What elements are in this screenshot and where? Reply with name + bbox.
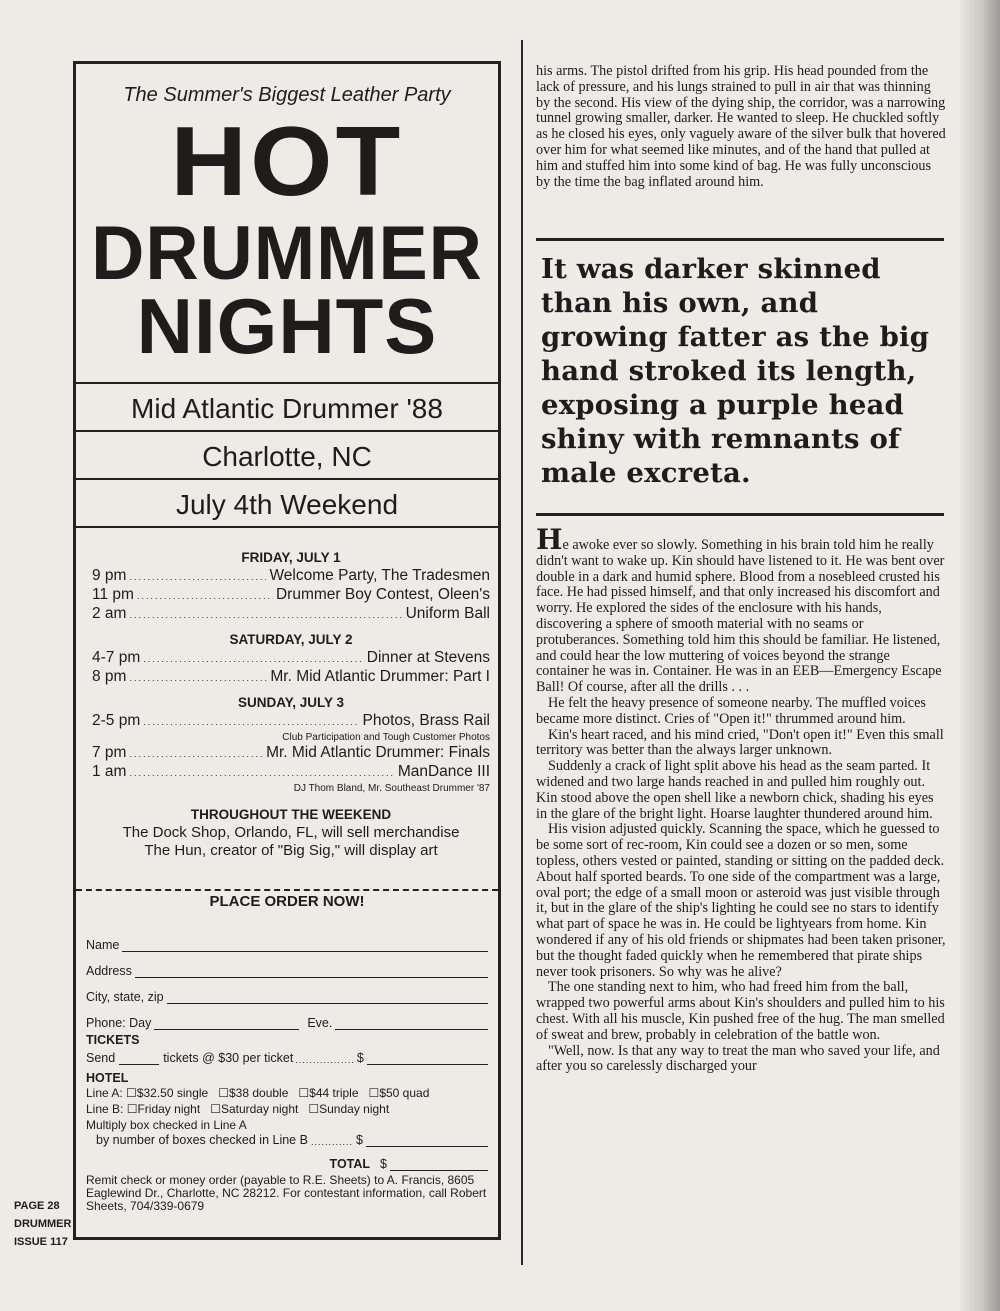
- pull-quote-rule-bottom: [536, 513, 944, 516]
- event-advertisement: [73, 61, 501, 1240]
- schedule-note: Club Participation and Tough Customer Photos: [282, 732, 490, 743]
- schedule-note: DJ Thom Bland, Mr. Southeast Drummer '87: [293, 783, 490, 794]
- paragraph: His vision adjusted quickly. Scanning the space, which he guessed to be some sort of rec-room, Kin could see a dozen or so men, some topless, others vested or painted, standing or sitting on the padded deck. About half sported beards. To one side of the compartment was a large, oval port; the edge of a small moon or asteroid was just visible through it, but in the glare of the ship's lighting he could see no stars to identify what part of space he was in. He could be lightyears from home. Kin wondered if any of his old friends or shipmates had been taken prisoner, but the thought faded quickly when he remembered that pirate ships never took prisoners. So why was he alive?: [536, 821, 946, 980]
- throughout-heading: THROUGHOUT THE WEEKEND: [190, 807, 392, 822]
- hotel-heading: HOTEL: [86, 1071, 129, 1085]
- checkbox[interactable]: ☐: [218, 1086, 229, 1100]
- schedule-row: 1 am ..... ManDance III: [92, 763, 490, 782]
- ad-event-dates: July 4th Weekend: [76, 478, 498, 528]
- order-form: [86, 926, 488, 1171]
- schedule-row: 9 pm ..... Welcome Party, The Tradesmen: [92, 567, 490, 586]
- pull-quote: It was darker skinned than his own, and growing fatter as the big hand stroked its length, exposing a purple head shiny with remnants of male excreta.: [541, 253, 930, 489]
- checkbox[interactable]: ☐: [308, 1102, 320, 1116]
- schedule-row: 2-5 pm ..... Photos, Brass Rail: [92, 712, 490, 731]
- schedule-row: 2 am ..... Uniform Ball: [92, 605, 490, 624]
- drop-cap: H: [536, 523, 563, 556]
- day-heading: SATURDAY, JULY 2: [229, 632, 353, 647]
- schedule-row: 8 pm ..... Mr. Mid Atlantic Drummer: Part I: [92, 668, 490, 687]
- ad-title-nights: NIGHTS: [136, 282, 438, 370]
- schedule-row: 4-7 pm ..... Dinner at Stevens: [92, 649, 490, 668]
- phone-field[interactable]: Phone: Day Eve.: [86, 1004, 488, 1030]
- throughout-line: The Hun, creator of "Big Sig," will display art: [144, 842, 438, 859]
- total-field[interactable]: TOTAL $: [86, 1147, 488, 1171]
- hotel-line-a: Line A: ☐$32.50 single ☐$38 double ☐$44 triple ☐$50 quad: [86, 1086, 430, 1100]
- issue-number: ISSUE 117: [14, 1236, 68, 1248]
- paragraph: Kin's heart raced, and his mind cried, "Don't open it!" Even this small territory was better than the always larger unknown.: [536, 726, 944, 759]
- paragraph: Suddenly a crack of light split above his head as the seam parted. It widened and two large hands reached in and pulled him roughly out. Kin stood above the open shell like a newborn chick, shading his eyes in the glare of the bright light. Hoarse laughter thundered around him.: [536, 758, 934, 822]
- hotel-line-b: Line B: ☐Friday night ☐Saturday night ☐Sunday night: [86, 1102, 390, 1116]
- day-heading: SUNDAY, JULY 3: [237, 695, 345, 710]
- paragraph: He felt the heavy presence of someone nearby. The muffled voices became more distinct. Cries of "Open it!" thrummed around him.: [536, 694, 926, 727]
- paragraph: "Well, now. Is that any way to treat the man who saved your life, and after you so carelessly discharged your: [536, 1042, 940, 1075]
- checkbox[interactable]: ☐: [210, 1102, 221, 1116]
- page-number: 28: [47, 1200, 60, 1212]
- checkbox[interactable]: ☐: [368, 1086, 380, 1100]
- ad-title-drummer: DRUMMER: [91, 211, 483, 296]
- hotel-subtotal-field[interactable]: by number of boxes checked in Line B ............ $: [86, 1133, 488, 1147]
- tickets-field[interactable]: Send tickets @ $30 per ticket ................. $: [86, 1047, 488, 1065]
- tickets-heading: TICKETS: [86, 1033, 140, 1047]
- checkbox[interactable]: ☐: [298, 1086, 310, 1100]
- checkbox[interactable]: ☐: [126, 1086, 137, 1100]
- address-field[interactable]: Address: [86, 952, 488, 978]
- ad-title-hot: HOT: [170, 106, 404, 216]
- throughout-line: The Dock Shop, Orlando, FL, will sell merchandise: [122, 824, 460, 841]
- page-edge-shadow: [960, 0, 1000, 1311]
- pull-quote-rule-top: [536, 238, 944, 241]
- remit-instructions: Remit check or money order (payable to R.E. Sheets) to A. Francis, 8605 Eaglewind Dr., Charlotte, NC 28212. For contestant information, call Robert Sheets, 704/339-0679: [86, 1173, 487, 1213]
- ad-event-name: Mid Atlantic Drummer '88: [76, 382, 498, 430]
- ad-tagline: The Summer's Biggest Leather Party: [123, 84, 451, 106]
- page-footer: PAGE 28 DRUMMER ISSUE 117: [14, 1197, 71, 1251]
- city-field[interactable]: City, state, zip: [86, 978, 488, 1004]
- paragraph: He awoke ever so slowly. Something in his brain told him he really didn't want to wake up. Kin should have listened to it. He was bent over double in a dark and humid sphere. Blood from a nosebleed crusted his face. He had pissed himself, and that only increased his discomfort and worry. He explored the sides of the enclosure with his hands, discovering a sphere of smooth material with no seams or protuberances. Something told him this should be familiar. He listened, and could hear the low muttering of voices beyond the strange container he was in. Container. He was in an EEB—Emergency Escape Ball! Of course, after all the drills . . .: [536, 523, 945, 696]
- column-divider: [521, 40, 523, 1265]
- throughout-weekend: [92, 807, 490, 860]
- event-schedule: [92, 550, 490, 860]
- article-body: [536, 523, 946, 1075]
- ad-event-location: Charlotte, NC: [76, 430, 498, 478]
- article-top-paragraph: his arms. The pistol drifted from his grip. His head pounded from the lack of pressure, and his lungs strained to pull in air that was thinning by the second. His view of the dying ship, the corridor, was a narrowing tunnel growing smaller, darker. He wanted to sleep. He chuckled softly as he closed his eyes, only vaguely aware of the silver bulk that hovered over him for what seemed like minutes, and of the hand that pulled at him and stuffed him into some kind of bag. He was fully unconscious by the time the bag inflated around him.: [536, 63, 946, 190]
- magazine-name: DRUMMER: [14, 1218, 72, 1230]
- name-field[interactable]: Name: [86, 926, 488, 952]
- order-heading: PLACE ORDER NOW!: [209, 893, 365, 910]
- cut-line: [76, 889, 498, 891]
- schedule-row: 7 pm ..... Mr. Mid Atlantic Drummer: Finals: [92, 744, 490, 763]
- day-heading: FRIDAY, JULY 1: [241, 550, 341, 565]
- schedule-row: 11 pm ..... Drummer Boy Contest, Oleen's: [92, 586, 490, 605]
- paragraph: The one standing next to him, who had freed him from the ball, wrapped two powerful arms about Kin's shoulders and pulled him to his chest. With all his muscle, Kin pushed free of the hug. The man smelled of sweat and brew, probably in celebration of the battle won.: [536, 979, 945, 1043]
- checkbox[interactable]: ☐: [126, 1102, 138, 1116]
- multiply-note: Multiply box checked in Line A: [86, 1118, 247, 1132]
